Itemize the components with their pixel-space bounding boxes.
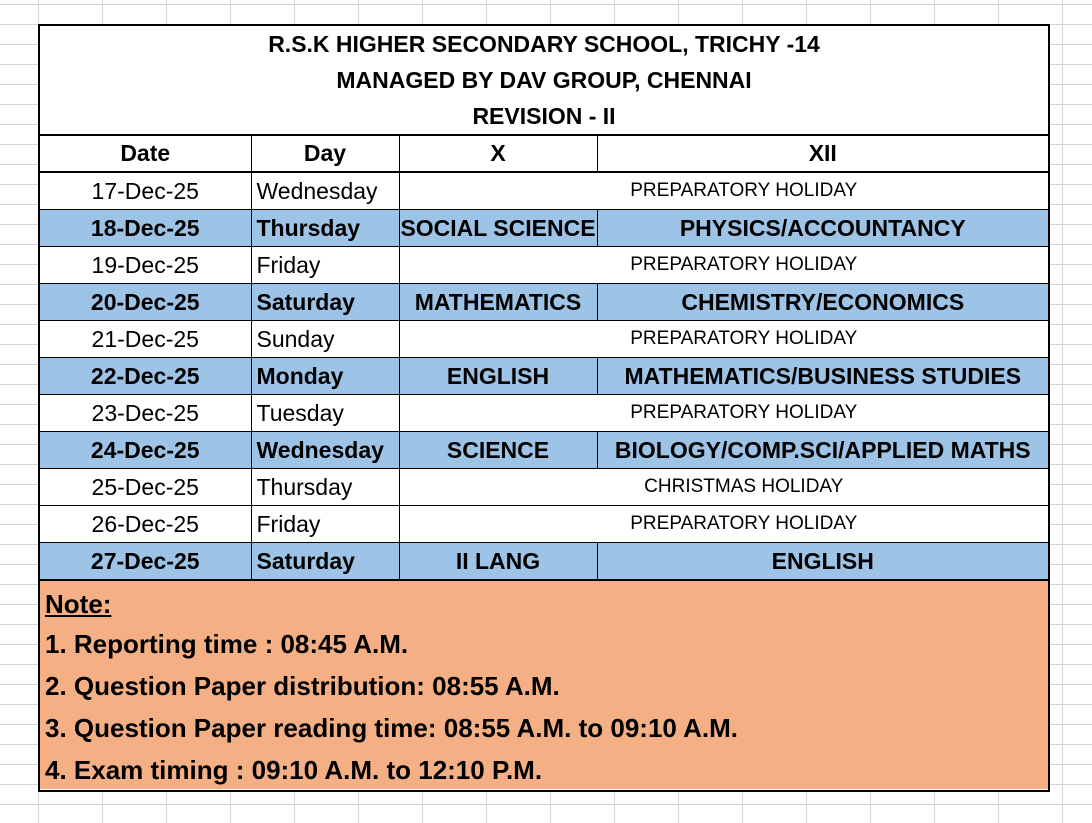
- date-cell: 26-Dec-25: [40, 506, 251, 543]
- date-cell: 17-Dec-25: [40, 172, 251, 210]
- class-x-subject-cell: MATHEMATICS: [399, 284, 597, 321]
- day-cell: Saturday: [251, 284, 399, 321]
- date-cell: 21-Dec-25: [40, 321, 251, 358]
- holiday-note-cell: PREPARATORY HOLIDAY: [399, 395, 1048, 432]
- day-cell: Thursday: [251, 469, 399, 506]
- holiday-note-cell: PREPARATORY HOLIDAY: [399, 321, 1048, 358]
- holiday-row: [40, 247, 1048, 284]
- date-cell: 18-Dec-25: [40, 210, 251, 247]
- day-cell: Friday: [251, 247, 399, 284]
- schedule-rows: [40, 172, 1048, 580]
- column-header-xii: XII: [597, 135, 1048, 172]
- note-item: 3. Question Paper reading time: 08:55 A.M. to 09:10 A.M.: [45, 713, 739, 743]
- day-cell: Thursday: [251, 210, 399, 247]
- class-xii-subject-cell: ENGLISH: [597, 543, 1048, 581]
- class-x-subject-cell: SCIENCE: [399, 432, 597, 469]
- day-cell: Tuesday: [251, 395, 399, 432]
- class-x-subject-cell: SOCIAL SCIENCE: [399, 210, 597, 247]
- day-cell: Sunday: [251, 321, 399, 358]
- date-cell: 20-Dec-25: [40, 284, 251, 321]
- note-item: 2. Question Paper distribution: 08:55 A.M.: [45, 671, 560, 701]
- holiday-note-cell: CHRISTMAS HOLIDAY: [399, 469, 1048, 506]
- exam-timetable-sheet: [38, 24, 1050, 792]
- exam-row: [40, 543, 1048, 581]
- notes-panel: [40, 581, 1048, 789]
- class-x-subject-cell: II LANG: [399, 543, 597, 581]
- note-item: 1. Reporting time : 08:45 A.M.: [45, 629, 409, 659]
- holiday-row: [40, 321, 1048, 358]
- date-cell: 27-Dec-25: [40, 543, 251, 581]
- date-cell: 23-Dec-25: [40, 395, 251, 432]
- class-xii-subject-cell: CHEMISTRY/ECONOMICS: [597, 284, 1048, 321]
- holiday-note-cell: PREPARATORY HOLIDAY: [399, 506, 1048, 543]
- note-item: 4. Exam timing : 09:10 A.M. to 12:10 P.M.: [45, 755, 543, 785]
- day-cell: Wednesday: [251, 172, 399, 210]
- date-cell: 25-Dec-25: [40, 469, 251, 506]
- class-xii-subject-cell: MATHEMATICS/BUSINESS STUDIES: [597, 358, 1048, 395]
- day-cell: Friday: [251, 506, 399, 543]
- day-cell: Wednesday: [251, 432, 399, 469]
- holiday-note-cell: PREPARATORY HOLIDAY: [399, 172, 1048, 210]
- school-name: R.S.K HIGHER SECONDARY SCHOOL, TRICHY -14: [268, 30, 820, 57]
- exam-row: [40, 284, 1048, 321]
- holiday-row: [40, 395, 1048, 432]
- timetable: [40, 26, 1048, 581]
- date-cell: 24-Dec-25: [40, 432, 251, 469]
- holiday-row: [40, 172, 1048, 210]
- column-header-x: X: [399, 135, 597, 172]
- exam-row: [40, 432, 1048, 469]
- class-xii-subject-cell: BIOLOGY/COMP.SCI/APPLIED MATHS: [597, 432, 1048, 469]
- class-x-subject-cell: ENGLISH: [399, 358, 597, 395]
- day-cell: Saturday: [251, 543, 399, 581]
- date-cell: 19-Dec-25: [40, 247, 251, 284]
- exam-row: [40, 210, 1048, 247]
- holiday-row: [40, 469, 1048, 506]
- notes-title: Note:: [45, 589, 112, 619]
- holiday-note-cell: PREPARATORY HOLIDAY: [399, 247, 1048, 284]
- exam-title: REVISION - II: [40, 98, 1048, 135]
- exam-row: [40, 358, 1048, 395]
- holiday-row: [40, 506, 1048, 543]
- date-cell: 22-Dec-25: [40, 358, 251, 395]
- management-line: MANAGED BY DAV GROUP, CHENNAI: [336, 66, 752, 93]
- column-header-date: Date: [40, 135, 251, 172]
- class-xii-subject-cell: PHYSICS/ACCOUNTANCY: [597, 210, 1048, 247]
- column-header-day: Day: [251, 135, 399, 172]
- day-cell: Monday: [251, 358, 399, 395]
